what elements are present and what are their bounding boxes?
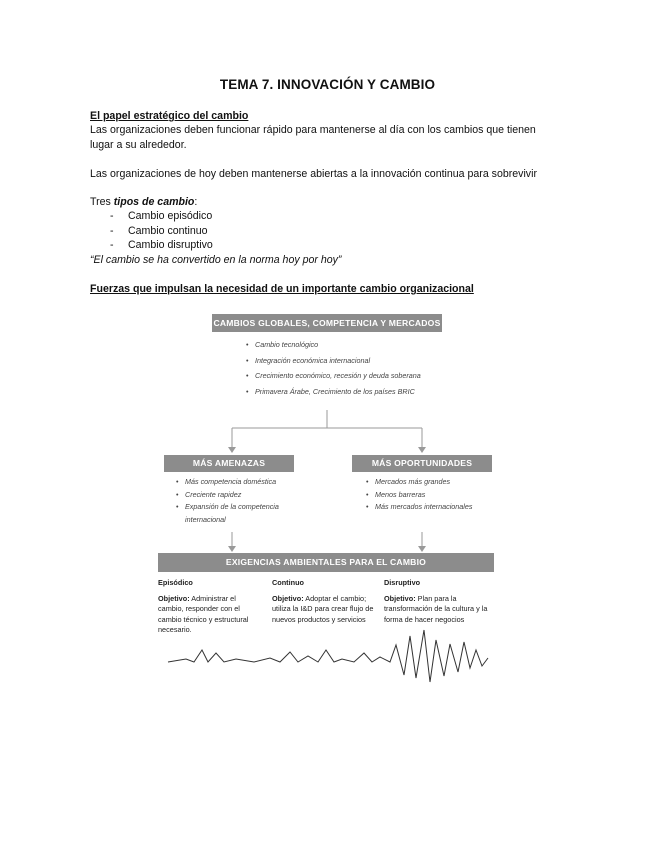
objective-text: Adoptar el cambio; utiliza la I&D para crear flujo de nuevos productos y servicios [272, 593, 374, 624]
section-heading-forces: Fuerzas que impulsan la necesidad de un importante cambio organizacional [90, 283, 474, 295]
list-item: - Cambio disruptivo [110, 239, 213, 251]
list-item: • Cambio tecnológico [246, 337, 421, 353]
list-item: • Crecimiento económico, recesión y deuda soberana [246, 368, 421, 384]
column-heading: Continuo [272, 578, 305, 587]
quote: “El cambio se ha convertido en la norma hoy por hoy” [90, 254, 342, 266]
list-item: • Primavera Árabe, Crecimiento de los países BRIC [246, 384, 421, 400]
global-changes-header: CAMBIOS GLOBALES, COMPETENCIA Y MERCADOS [212, 314, 442, 332]
list-item: - Cambio episódico [110, 210, 213, 222]
types-suffix: : [194, 196, 198, 208]
objective-label: Objetivo: [384, 593, 416, 603]
change-types-list [90, 209, 213, 253]
paragraph-line: Las organizaciones deben funcionar rápido para mantenerse al día con los cambios que tienen [90, 124, 536, 136]
column-episodic [158, 578, 258, 636]
change-forces-diagram [158, 310, 498, 690]
list-item: • Expansión de la competencia internacional [176, 501, 296, 526]
paragraph-innovation: Las organizaciones de hoy deben mantenerse abiertas a la innovación continua para sobrevivir [90, 168, 537, 180]
objective-label: Objetivo: [272, 593, 304, 603]
types-prefix: Tres [90, 196, 114, 208]
list-item: • Creciente rapidez [176, 489, 296, 502]
opportunities-list [366, 476, 501, 514]
list-item: • Mercados más grandes [366, 476, 501, 489]
list-item: • Menos barreras [366, 489, 501, 502]
change-waveform [168, 630, 488, 682]
environmental-demands-header: EXIGENCIAS AMBIENTALES PARA EL CAMBIO [158, 553, 494, 572]
list-item: • Integración económica internacional [246, 353, 421, 369]
opportunities-header: MÁS OPORTUNIDADES [352, 455, 492, 472]
threats-list [176, 476, 296, 526]
section-heading-strategic-role: El papel estratégico del cambio [90, 110, 249, 122]
list-item: - Cambio continuo [110, 224, 208, 237]
objective-label: Objetivo: [158, 593, 190, 603]
column-heading: Episódico [158, 578, 193, 587]
column-disruptive [384, 578, 499, 625]
change-types-intro [90, 195, 197, 210]
paragraph-line: lugar a su alrededor. [90, 139, 187, 151]
threats-header: MÁS AMENAZAS [164, 455, 294, 472]
types-emphasis: tipos de cambio [113, 196, 195, 208]
objective-text: Administrar el cambio, responder con el cambio técnico y estructural necesario. [158, 593, 249, 634]
list-item: • Más competencia doméstica [176, 476, 296, 489]
column-continuous [272, 578, 376, 625]
page-title: TEMA 7. INNOVACIÓN Y CAMBIO [219, 77, 436, 92]
column-heading: Disruptivo [384, 578, 421, 587]
objective-text: Plan para la transformación de la cultura y la forma de hacer negocios [384, 593, 488, 624]
list-item: • Más mercados internacionales [366, 501, 501, 514]
global-changes-list [246, 337, 421, 399]
